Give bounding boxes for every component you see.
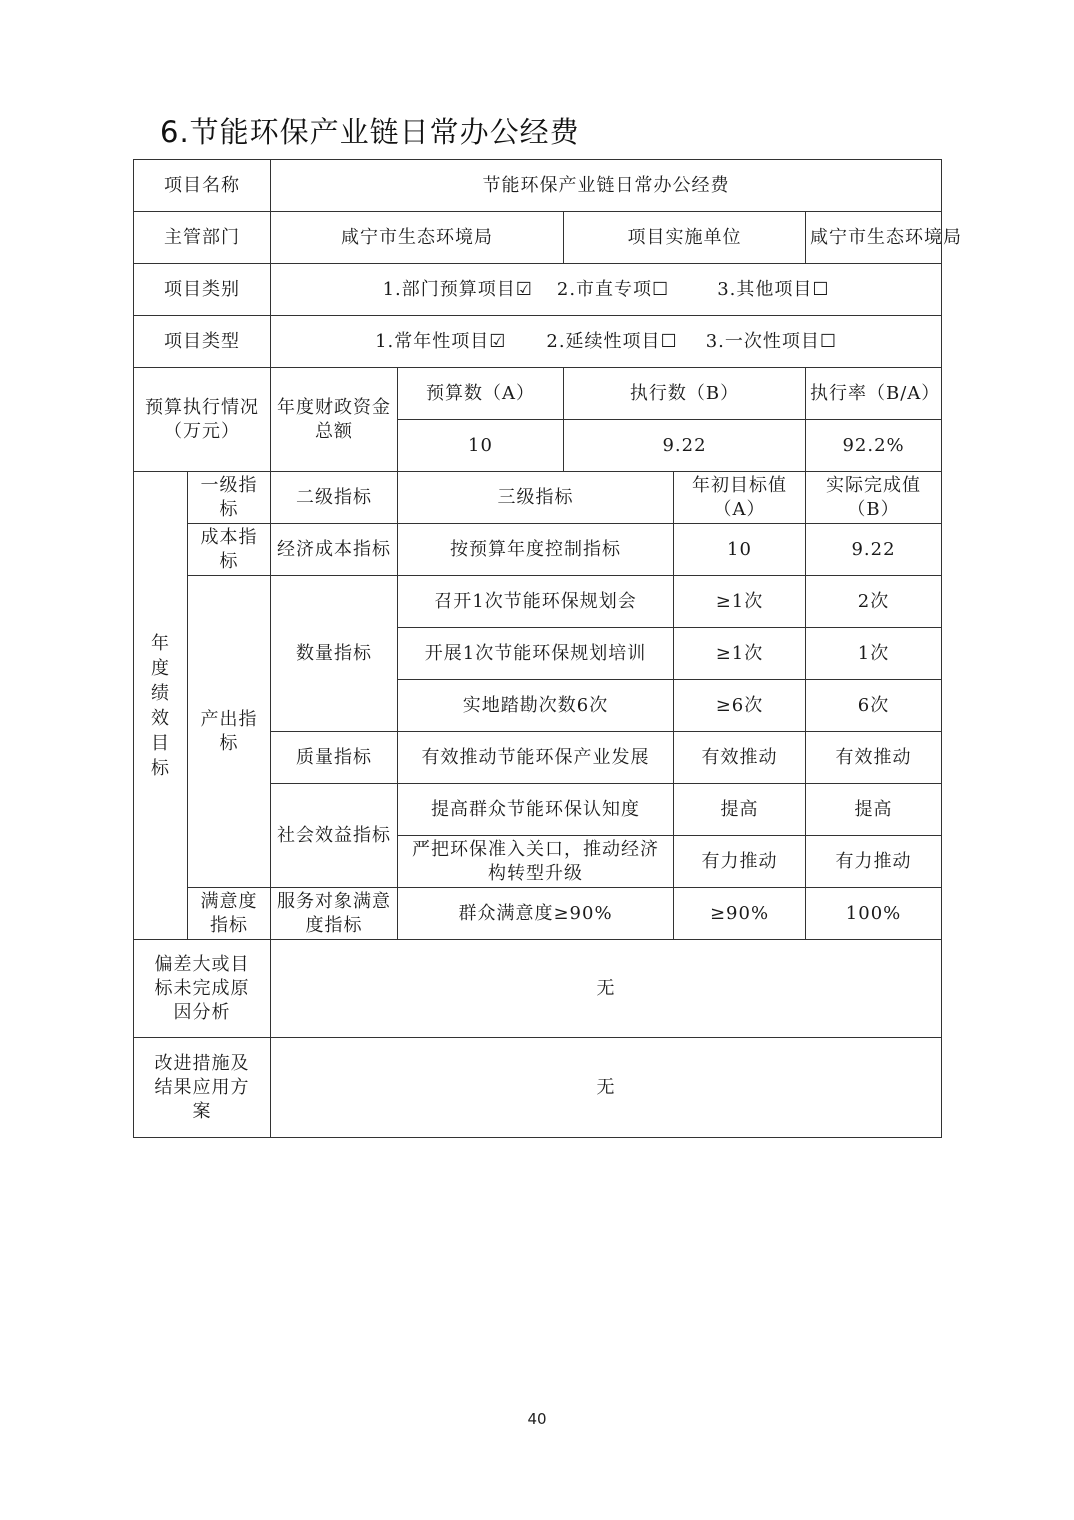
level2-header: 二级指标 [271,472,398,524]
cost-actual: 9.22 [806,524,942,576]
improvement-value: 无 [271,1038,942,1138]
cost-level3: 按预算年度控制指标 [398,524,674,576]
dept-label: 主管部门 [134,212,271,264]
budget-b-value: 9.22 [564,420,806,472]
level1-header: 一级指标 [188,472,271,524]
satisfaction-level2: 服务对象满意度指标 [271,888,398,940]
level3-header: 三级指标 [398,472,674,524]
quality-level3: 有效推动节能环保产业发展 [398,732,674,784]
impl-unit-label: 项目实施单位 [564,212,806,264]
quantity-3-target: ≥6次 [674,680,806,732]
project-name-row [134,160,942,212]
budget-rate-header: 执行率（B/A） [806,368,942,420]
budget-header-row [134,368,942,420]
type-options [271,316,942,368]
quantity-1-actual: 2次 [806,576,942,628]
category-option-2: 2.市直专项☐ [556,278,670,300]
social-1-actual: 提高 [806,784,942,836]
deviation-value: 无 [271,940,942,1038]
performance-table [133,159,962,1138]
category-options [271,264,942,316]
quality-target: 有效推动 [674,732,806,784]
satisfaction-level3: 群众满意度≥90% [398,888,674,940]
quantity-level2: 数量指标 [271,576,398,732]
category-option-3: 3.其他项目☐ [717,278,830,300]
project-name-label: 项目名称 [134,160,271,212]
type-option-3: 3.一次性项目☐ [705,330,837,352]
cost-target: 10 [674,524,806,576]
budget-rate-value: 92.2% [806,420,942,472]
type-option-2: 2.延续性项目☐ [546,330,678,352]
page-number: 40 [527,1410,547,1428]
quantity-row-1 [134,576,942,628]
category-row [134,264,942,316]
quantity-2-actual: 1次 [806,628,942,680]
budget-b-header: 执行数（B） [564,368,806,420]
quality-actual: 有效推动 [806,732,942,784]
social-1-level3: 提高群众节能环保认知度 [398,784,674,836]
type-option-1: 1.常年性项目☑ [375,330,507,352]
project-name-value: 节能环保产业链日常办公经费 [271,160,942,212]
quantity-1-target: ≥1次 [674,576,806,628]
cost-level2: 经济成本指标 [271,524,398,576]
social-level2: 社会效益指标 [271,784,398,888]
social-2-actual: 有力推动 [806,836,942,888]
cost-level1: 成本指标 [188,524,271,576]
satisfaction-actual: 100% [806,888,942,940]
type-label: 项目类型 [134,316,271,368]
output-level1: 产出指标 [188,576,271,888]
quantity-3-level3: 实地踏勘次数6次 [398,680,674,732]
deviation-row [134,940,942,1038]
satisfaction-target: ≥90% [674,888,806,940]
improvement-label: 改进措施及结果应用方案 [134,1038,271,1138]
page-title: 6.节能环保产业链日常办公经费 [160,115,580,149]
satisfaction-row [134,888,942,940]
dept-row [134,212,942,264]
improvement-row [134,1038,942,1138]
social-2-level3: 严把环保准入关口，推动经济构转型升级 [398,836,674,888]
social-2-target: 有力推动 [674,836,806,888]
social-1-target: 提高 [674,784,806,836]
quantity-2-level3: 开展1次节能环保规划培训 [398,628,674,680]
type-row [134,316,942,368]
satisfaction-level1: 满意度指标 [188,888,271,940]
target-header: 年初目标值（A） [674,472,806,524]
impl-unit-value: 咸宁市生态环境局 [806,212,942,264]
quantity-1-level3: 召开1次节能环保规划会 [398,576,674,628]
actual-header: 实际完成值（B） [806,472,942,524]
budget-a-value: 10 [398,420,564,472]
budget-a-header: 预算数（A） [398,368,564,420]
deviation-label: 偏差大或目标未完成原因分析 [134,940,271,1038]
category-label: 项目类别 [134,264,271,316]
quantity-3-actual: 6次 [806,680,942,732]
cost-row [134,524,942,576]
quantity-2-target: ≥1次 [674,628,806,680]
budget-sub-label: 年度财政资金总额 [271,368,398,472]
category-option-1: 1.部门预算项目☑ [382,278,533,300]
perf-header-row [134,472,942,524]
budget-label: 预算执行情况（万元） [134,368,271,472]
quality-level2: 质量指标 [271,732,398,784]
dept-value: 咸宁市生态环境局 [271,212,564,264]
perf-side-label: 年度绩效目标 [134,472,188,940]
